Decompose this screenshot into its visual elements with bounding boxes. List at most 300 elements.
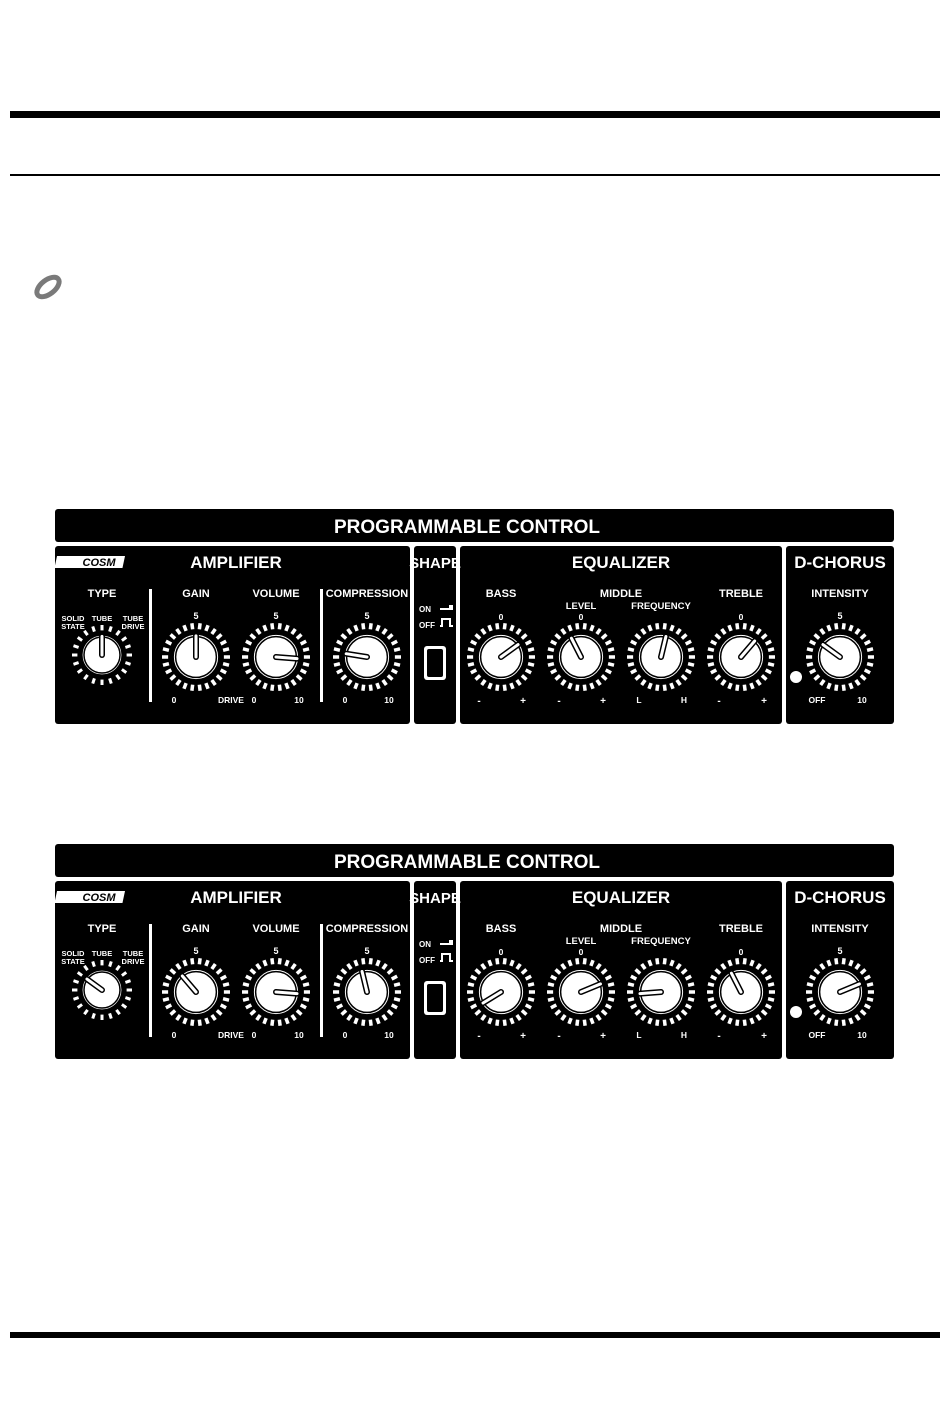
bass-knob-tick [528,984,534,985]
level-knob-tick [577,1020,578,1026]
compression-knob-tick [355,625,357,631]
frequency-knob-tick [657,623,658,629]
bass-knob-tick [528,664,534,665]
volume-scale-0: 0 [251,1030,257,1040]
compression-scale-10: 10 [384,695,394,705]
frequency-knob-tick [657,685,658,691]
level-scale-minus: - [557,1031,561,1042]
gain-knob-tick [199,958,200,964]
volume-knob-tick [279,623,280,629]
type-knob-tick [110,1013,112,1018]
type-knob-tick [110,678,112,683]
gain-knob-tick [192,958,193,964]
bass-scale-minus: - [477,1031,481,1042]
panel-header-title: PROGRAMMABLE CONTROL [334,517,600,538]
tube-drive-label-2: DRIVE [121,622,145,631]
volume-knob-tick [272,1020,273,1026]
bass-knob-tick [504,1020,505,1026]
intensity-knob-tick [843,685,844,691]
bass-knob-tick [468,984,474,985]
gain-knob-tick [206,683,208,689]
type-knob-tick [93,678,95,683]
intensity-knob-tick [850,960,852,966]
gain-knob-tick [184,1018,186,1024]
bass-knob-tick [511,1018,513,1024]
gain-knob-tick [223,649,229,650]
compression-knob-tick [355,1018,357,1024]
gain-knob-tick [192,1020,193,1026]
volume-knob-tick [286,1018,288,1024]
chorus-led [790,1006,802,1018]
level-knob-tick [608,649,614,650]
treble-knob-tick [744,958,745,964]
compression-knob-tick [394,664,400,665]
bass-knob-tick [511,625,513,631]
compression-scale-0: 0 [342,695,348,705]
volume-knob-tick [303,649,309,650]
control-panel-2 [55,844,894,1059]
compression-knob-tick [334,999,340,1000]
treble-knob-tick [744,1020,745,1026]
intensity-knob-tick [836,685,837,691]
volume-knob-tick [264,960,266,966]
level-knob-tick [548,664,554,665]
shape-section [414,881,456,1059]
amplifier-title: AMPLIFIER [190,553,282,572]
frequency-label: FREQUENCY [631,601,691,612]
treble-knob-tick [729,960,731,966]
frequency-knob-tick [649,683,651,689]
type-knob-tick [125,981,130,983]
treble-knob-tick [751,683,753,689]
volume-scale-5: 5 [273,611,279,621]
intensity-scale-off: OFF [808,695,826,705]
frequency-knob-tick [649,625,651,631]
bass-knob-tick [489,625,491,631]
gain-knob-tick [184,960,186,966]
compression-knob-tick [334,649,340,650]
compression-knob-tick [377,960,379,966]
amp-divider-1 [149,924,152,1037]
intensity-knob-tick [850,683,852,689]
level-knob-tick [591,625,593,631]
cosm-logo-text: COSM [82,892,116,904]
volume-knob-tick [264,625,266,631]
gain-knob-tick [163,664,169,665]
treble-knob-tick [708,649,714,650]
frequency-knob-tick [671,960,673,966]
shape-on-label: ON [419,605,431,614]
gain-label: GAIN [182,923,210,935]
treble-knob-tick [751,1018,753,1024]
level-knob-tick [569,683,571,689]
intensity-knob-tick [828,1018,830,1024]
level-knob-tick [577,623,578,629]
equalizer-title: EQUALIZER [571,888,671,907]
volume-knob-tick [272,623,273,629]
gain-scale-5: 5 [193,946,199,956]
treble-scale-plus: + [761,1031,767,1042]
volume-scale-10: 10 [294,1030,304,1040]
tube-drive-label: TUBE [122,614,144,623]
treble-scale-0: 0 [738,947,744,957]
type-knob-tick [110,626,112,631]
level-knob-tick [548,649,554,650]
volume-knob-tick [303,984,309,985]
middle-label: MIDDLE [599,588,643,600]
compression-knob-tick [363,623,364,629]
level-knob-tick [584,1020,585,1026]
intensity-knob-tick [867,649,873,650]
intensity-knob-tick [843,1020,844,1026]
level-knob-tick [577,685,578,691]
bass-knob-tick [468,649,474,650]
level-knob-tick [584,958,585,964]
gain-knob-tick [163,984,169,985]
treble-knob-tick [729,683,731,689]
top-thin-rule [10,174,940,176]
bass-knob-tick [468,999,474,1000]
volume-knob-tick [286,683,288,689]
shape-off-label: OFF [419,621,435,630]
bass-knob-tick [504,685,505,691]
gain-knob-tick [206,625,208,631]
treble-knob-tick [768,649,774,650]
shape-switch-inner [427,984,443,1012]
level-knob-tick [591,683,593,689]
volume-knob-pointer-line [276,657,297,659]
bass-knob-tick [497,623,498,629]
level-scale-plus: + [600,1031,606,1042]
compression-knob-tick [334,664,340,665]
intensity-knob-tick [850,1018,852,1024]
type-knob-tick [73,981,78,983]
bass-scale-0: 0 [498,612,504,622]
cosm-logo-text: COSM [82,557,116,569]
intensity-knob-tick [867,984,873,985]
type-knob-tick [73,998,78,1000]
gain-knob-tick [163,999,169,1000]
treble-label: TREBLE [719,588,763,600]
treble-knob-tick [751,625,753,631]
gain-knob-tick [163,649,169,650]
gain-scale-drive: DRIVE [218,695,244,705]
panel-header-title: PROGRAMMABLE CONTROL [334,852,600,873]
frequency-knob-tick [657,958,658,964]
gain-knob-tick [223,984,229,985]
tube-drive-label: TUBE [122,949,144,958]
bass-knob-tick [489,960,491,966]
compression-knob-tick [363,1020,364,1026]
level-knob-tick [608,664,614,665]
bass-scale-plus: + [520,696,526,707]
intensity-knob-tick [843,623,844,629]
top-thick-rule [10,111,940,118]
solid-state-label-2: STATE [61,957,85,966]
level-knob-tick [548,984,554,985]
level-scale-0: 0 [578,947,584,957]
compression-knob-tick [355,960,357,966]
gain-knob-tick [206,1018,208,1024]
intensity-knob-tick [867,664,873,665]
treble-scale-0: 0 [738,612,744,622]
level-scale-0: 0 [578,612,584,622]
frequency-knob-tick [628,999,634,1000]
bass-knob-tick [528,649,534,650]
level-knob-tick [569,960,571,966]
intensity-knob-tick [843,958,844,964]
bass-scale-minus: - [477,696,481,707]
compression-knob-tick [377,1018,379,1024]
volume-knob-tick [272,958,273,964]
gain-knob-tick [199,623,200,629]
volume-knob-tick [243,649,249,650]
volume-knob-tick [264,683,266,689]
gain-knob-tick [206,960,208,966]
volume-knob-tick [279,1020,280,1026]
gain-knob-tick [192,623,193,629]
frequency-knob-pointer-line [640,992,661,994]
frequency-scale-L: L [636,695,642,705]
compression-knob-tick [334,984,340,985]
intensity-knob-tick [807,999,813,1000]
solid-state-label: SOLID [61,614,85,623]
intensity-knob-tick [836,958,837,964]
intensity-knob-tick [807,984,813,985]
compression-scale-0: 0 [342,1030,348,1040]
compression-scale-5: 5 [364,611,370,621]
compression-knob-tick [370,1020,371,1026]
tube-label: TUBE [91,949,113,958]
frequency-knob-tick [649,960,651,966]
bottom-thick-rule [10,1332,940,1338]
volume-knob-tick [243,999,249,1000]
bass-knob-tick [504,958,505,964]
gain-knob-tick [223,664,229,665]
type-knob-tick [110,961,112,966]
treble-knob-tick [751,960,753,966]
frequency-knob-tick [649,1018,651,1024]
volume-label: VOLUME [252,923,300,935]
level-knob-tick [548,999,554,1000]
compression-label: COMPRESSION [325,923,409,935]
intensity-scale-5: 5 [837,946,843,956]
compression-knob-tick [363,685,364,691]
tube-label: TUBE [91,614,113,623]
bass-knob-tick [504,623,505,629]
bass-label: BASS [485,923,517,935]
frequency-knob-tick [688,984,694,985]
frequency-knob-tick [664,623,665,629]
treble-knob-tick [744,685,745,691]
type-knob-tick [73,663,78,665]
chorus-title: D-CHORUS [794,553,886,572]
frequency-knob-tick [657,1020,658,1026]
type-knob-tick [125,646,130,648]
intensity-knob-tick [828,960,830,966]
solid-state-label: SOLID [61,949,85,958]
frequency-knob-tick [688,999,694,1000]
volume-scale-10: 10 [294,695,304,705]
bass-knob-tick [497,958,498,964]
amp-divider-2 [320,589,323,702]
type-knob-tick [73,646,78,648]
compression-scale-5: 5 [364,946,370,956]
treble-knob-tick [768,984,774,985]
compression-knob-tick [370,958,371,964]
frequency-knob-tick [664,1020,665,1026]
type-knob-tick [125,998,130,1000]
intensity-knob-tick [836,623,837,629]
treble-knob-tick [737,685,738,691]
compression-label: COMPRESSION [325,588,409,600]
note-icon [28,270,68,304]
gain-knob-tick [199,685,200,691]
gain-scale-0: 0 [171,1030,177,1040]
frequency-knob-tick [628,664,634,665]
volume-knob-tick [303,664,309,665]
intensity-knob-tick [828,625,830,631]
compression-knob-tick [394,984,400,985]
gain-knob-tick [184,625,186,631]
treble-knob-tick [737,1020,738,1026]
volume-knob-tick [303,999,309,1000]
bass-knob-tick [497,1020,498,1026]
gain-scale-drive: DRIVE [218,1030,244,1040]
level-knob-tick [591,1018,593,1024]
shape-title: SHAPE [409,890,461,907]
gain-knob-tick [223,999,229,1000]
treble-scale-plus: + [761,696,767,707]
frequency-knob-tick [628,649,634,650]
treble-knob-tick [708,984,714,985]
type-label: TYPE [87,588,117,600]
frequency-label: FREQUENCY [631,936,691,947]
chorus-title: D-CHORUS [794,888,886,907]
treble-knob-tick [737,958,738,964]
volume-knob-tick [286,960,288,966]
gain-knob-tick [199,1020,200,1026]
level-label: LEVEL [565,601,597,612]
bass-knob-tick [489,683,491,689]
frequency-knob-tick [671,683,673,689]
intensity-scale-10: 10 [857,695,867,705]
level-knob-tick [584,685,585,691]
amp-divider-1 [149,589,152,702]
frequency-knob-tick [628,984,634,985]
intensity-scale-off: OFF [808,1030,826,1040]
frequency-knob-tick [671,625,673,631]
treble-label: TREBLE [719,923,763,935]
gain-knob-tick [184,683,186,689]
treble-knob-tick [768,664,774,665]
level-knob-tick [591,960,593,966]
frequency-knob-tick [688,649,694,650]
level-label: LEVEL [565,936,597,947]
frequency-scale-H: H [680,1030,688,1040]
treble-knob-tick [744,623,745,629]
volume-label: VOLUME [252,588,300,600]
bass-knob-tick [468,664,474,665]
compression-knob-tick [355,683,357,689]
treble-knob-tick [729,625,731,631]
bass-label: BASS [485,588,517,600]
compression-knob-tick [370,685,371,691]
treble-knob-tick [768,999,774,1000]
gain-scale-5: 5 [193,611,199,621]
level-knob-tick [569,625,571,631]
bass-scale-0: 0 [498,947,504,957]
treble-knob-tick [737,623,738,629]
intensity-knob-tick [807,649,813,650]
type-label: TYPE [87,923,117,935]
level-knob-tick [608,999,614,1000]
treble-knob-tick [708,999,714,1000]
frequency-knob-tick [664,958,665,964]
level-scale-minus: - [557,696,561,707]
bass-knob-tick [497,685,498,691]
intensity-knob-tick [867,999,873,1000]
bass-knob-tick [511,960,513,966]
level-knob-tick [608,984,614,985]
compression-knob-tick [394,649,400,650]
intensity-knob-tick [836,1020,837,1026]
level-knob-tick [569,1018,571,1024]
bass-knob-tick [528,999,534,1000]
gain-knob-tick [192,685,193,691]
compression-knob-tick [394,999,400,1000]
volume-knob-tick [279,958,280,964]
type-knob-tick [93,626,95,631]
solid-state-label-2: STATE [61,622,85,631]
shape-on-label: ON [419,940,431,949]
level-scale-plus: + [600,696,606,707]
volume-knob-tick [243,984,249,985]
treble-knob-tick [729,1018,731,1024]
treble-knob-tick [708,664,714,665]
volume-knob-tick [272,685,273,691]
volume-knob-tick [286,625,288,631]
bass-knob-tick [489,1018,491,1024]
level-knob-tick [584,623,585,629]
type-knob-tick [93,961,95,966]
tube-drive-label-2: DRIVE [121,957,145,966]
intensity-knob-tick [828,683,830,689]
volume-knob-tick [243,664,249,665]
level-knob-tick [577,958,578,964]
compression-knob-tick [377,683,379,689]
volume-scale-5: 5 [273,946,279,956]
compression-knob-tick [363,958,364,964]
frequency-knob-tick [664,685,665,691]
frequency-knob-tick [671,1018,673,1024]
intensity-scale-10: 10 [857,1030,867,1040]
chorus-led [790,671,802,683]
treble-scale-minus: - [717,1031,721,1042]
equalizer-title: EQUALIZER [571,553,671,572]
shape-section [414,546,456,724]
shape-off-label: OFF [419,956,435,965]
shape-title: SHAPE [409,555,461,572]
compression-knob-tick [370,623,371,629]
amplifier-title: AMPLIFIER [190,888,282,907]
intensity-label: INTENSITY [811,923,869,935]
compression-knob-tick [377,625,379,631]
compression-scale-10: 10 [384,1030,394,1040]
control-panel-1 [55,509,894,724]
bass-scale-plus: + [520,1031,526,1042]
shape-switch-inner [427,649,443,677]
